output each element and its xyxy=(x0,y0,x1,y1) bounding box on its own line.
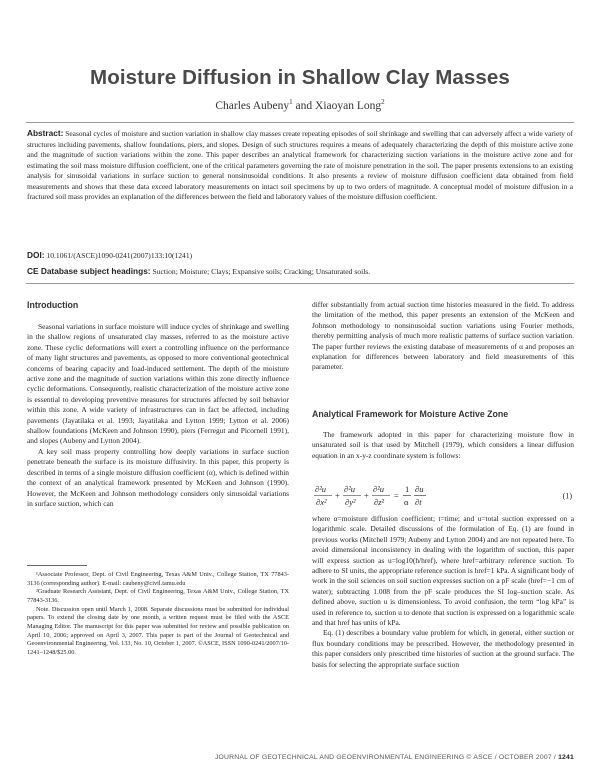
svg-text:1: 1 xyxy=(405,484,410,494)
framework-intro xyxy=(312,430,574,461)
intro-paragraph-2: A key soil mass property controlling how deeply variations in surface suction penetrate beneath the surface is its moisture diffusivity. In this paper, this property is described in terms of a single moisture diffusion coefficient (α), which is defined within the context of an analytical framework presented by McKeen and Johnson (1990). However, the McKeen and Johnson methodology considers only sinusoidal variations in surface suction, which can xyxy=(27,446,289,508)
abstract-text: Seasonal cycles of moisture and suction variation in shallow clay masses create repeating episodes of soil shrinkage and swelling that can adversely affect a wide variety of structures including pavements, shallow foundations, piers, and slopes. Design of such structures requires a means of adequately characterizing the depth of this moisture active zone and the magnitude of suction variations within the zone. This paper describes an analytical framework for characterizing suction variations in the moisture active zone and for estimating the soil mass moisture diffusion coefficient, one of the critical parameters governing the rate of moisture penetration in the soil. The paper presents extensions to an existing analysis for sinusoidal variations in surface suction to general nonsinusoidal conditions. It also presents a review of moisture diffusion coefficient data obtained from field measurements and shows that these data exceed laboratory measurements on intact soil specimens by up to two orders of magnitude. A conceptual model of moisture diffusion in a fractured soil mass provides an explanation of the differences between the field and laboratory values of the moisture diffusion coefficient. xyxy=(27,129,573,202)
diffusion-equation xyxy=(312,484,574,510)
svg-text:∂²u: ∂²u xyxy=(373,484,384,494)
doi-line xyxy=(27,250,573,260)
right-column-top xyxy=(312,300,574,373)
introduction-heading: Introduction xyxy=(27,300,79,310)
svg-text:α: α xyxy=(404,497,409,507)
equation-number: (1) xyxy=(562,491,572,501)
svg-text:∂y²: ∂y² xyxy=(345,497,356,507)
svg-text:∂u: ∂u xyxy=(415,484,424,494)
right-paragraph-4: Eq. (1) describes a boundary value problem for which, in general, either suction or flux boundary conditions may be prescribed. However, the methodology presented in this paper considers only prescribed time histories of suction at the ground surface. The basis for selecting the appropriate surface suction xyxy=(312,628,574,669)
footnotes xyxy=(27,571,289,658)
author-2-affiliation-mark: 2 xyxy=(381,98,385,106)
svg-text:∂²u: ∂²u xyxy=(315,484,326,494)
doi-value: 10.1061/(ASCE)1090-0241(2007)133:10(1241) xyxy=(46,251,193,260)
footnote-1: ¹Associate Professor, Dept. of Civil Engineering, Texas A&M Univ., College Station, TX 77843-3136 (corresponding author). E-mail: caubeny@civil.tamu.edu xyxy=(27,571,289,587)
svg-text:+: + xyxy=(364,490,369,501)
right-paragraph-3: where α=moisture diffusion coefficient; t=time; and u=total suction expressed on a logarithmic scale. Detailed discussions of the formulation of Eq. (1) are found in previous works (Mitchell 1979; Aubeny and Lytton 2004) and are not repeated here. To avoid dimensional inconsistency in dealing with the logarithm of suction, this paper will express suction as u=log10(h/href), where href=arbitrary reference suction. To adhere to SI units, the appropriate reference suction is href=1 kPa. A significant body of work in the soil sciences on soil suction expresses suction on a pF scale (href=−1 cm of water); subtracting 1.008 from the pF scale produces the SI log–suction scale. As defined above, suction u is dimensionless. To avoid confusion, the term “log kPa” is used in reference to, suction u to denote that suction is expressed on a logarithmic scale and that href has units of kPa. xyxy=(312,514,574,628)
footnote-note: Note. Discussion open until March 1, 2008. Separate discussions must be submitted for individual papers. To extend the closing date by one month, a written request must be filed with the ASCE Managing Editor. The manuscript for this paper was submitted for review and possible publication on April 10, 2006; approved on April 3, 2007. This paper is part of the Journal of Geotechnical and Geoenvironmental Engineering, Vol. 133, No. 10, October 1, 2007. ©ASCE, ISSN 1090-0241/2007/10-1241–1248/$25.00. xyxy=(27,605,289,656)
right-paragraph-1: differ substantially from actual suction time histories measured in the field. To address the limitation of the method, this paper presents an extension of the McKeen and Johnson methodology to nonsinusoidal suction variations using Fourier methods, thereby permitting analysis of much more realistic patterns of surface suction variation. The paper further reviews the existing database of measurements of α and proposes an explanation for differences between laboratory and field measurements of this parameter. xyxy=(312,300,574,372)
author-1-affiliation-mark: 1 xyxy=(289,98,293,106)
author-1: Charles Aubeny xyxy=(215,99,290,112)
author-separator: and xyxy=(292,99,316,112)
svg-text:∂x²: ∂x² xyxy=(316,497,327,507)
right-column-body xyxy=(312,514,574,670)
svg-text:=: = xyxy=(394,490,399,501)
subject-value: Suction; Moisture; Clays; Expansive soils; Cracking; Unsaturated soils. xyxy=(152,267,371,276)
doi-label: DOI: xyxy=(27,250,45,260)
footer-journal: JOURNAL OF GEOTECHNICAL AND GEOENVIRONMENTAL ENGINEERING © ASCE / OCTOBER 2007 / xyxy=(214,754,559,761)
intro-paragraph-1: Seasonal variations in surface moisture will induce cycles of shrinkage and swelling in the shallow regions of unsaturated clay masses, referred to as the moisture active zone. These cyclic deformations will exert a controlling influence on the performance of many light structures and pavements, as opposed to more conventional geotechnical concerns of bearing capacity and load-induced settlement. The depth of the moisture active zone and the magnitude of suction variations within this zone directly influence cyclic deformations. Consequently, realistic characterization of the moisture active zone is essential to developing preventive measures for structures affected by soil behavior within this zone. A wide variety of infrastructures can in fact be affected, including pavements (Jayatilaka et al. 1993; Jayatilaka and Lytton 1999; Lytton et al. 2006) shallow foundations (McKeen and Johnson 1990), piers (Ferregut and Picornell 1991), and slopes (Aubeny and Lytton 2004). xyxy=(27,322,289,446)
framework-heading: Analytical Framework for Moisture Active Zone xyxy=(312,409,509,419)
abstract-label: Abstract: xyxy=(27,128,64,138)
framework-paragraph: The framework adopted in this paper for characterizing moisture flow in unsaturated soil is that used by Mitchell (1979), which considers a linear diffusion equation in an x-y-z coordinate system is follows: xyxy=(312,430,574,460)
svg-text:∂z²: ∂z² xyxy=(374,497,385,507)
left-column xyxy=(27,322,289,509)
page-footer xyxy=(26,754,574,761)
paper-title: Moisture Diffusion in Shallow Clay Masses xyxy=(90,66,510,89)
top-rule xyxy=(26,122,574,123)
section-rule xyxy=(26,283,574,284)
footnote-2: ²Graduate Research Assistant, Dept. of Civil Engineering, Texas A&M Univ., College Station, TX 77843-3136. xyxy=(27,588,289,604)
equation-1 xyxy=(312,484,574,508)
subject-label: CE Database subject headings: xyxy=(27,266,151,276)
svg-text:∂t: ∂t xyxy=(415,497,422,507)
svg-text:∂²u: ∂²u xyxy=(344,484,355,494)
footnote-rule xyxy=(27,565,87,566)
author-line xyxy=(0,98,600,112)
subject-headings xyxy=(27,266,573,276)
author-2: Xiaoyan Long xyxy=(315,99,382,112)
svg-text:+: + xyxy=(335,490,340,501)
page-number: 1241 xyxy=(558,754,574,761)
abstract xyxy=(27,128,573,203)
